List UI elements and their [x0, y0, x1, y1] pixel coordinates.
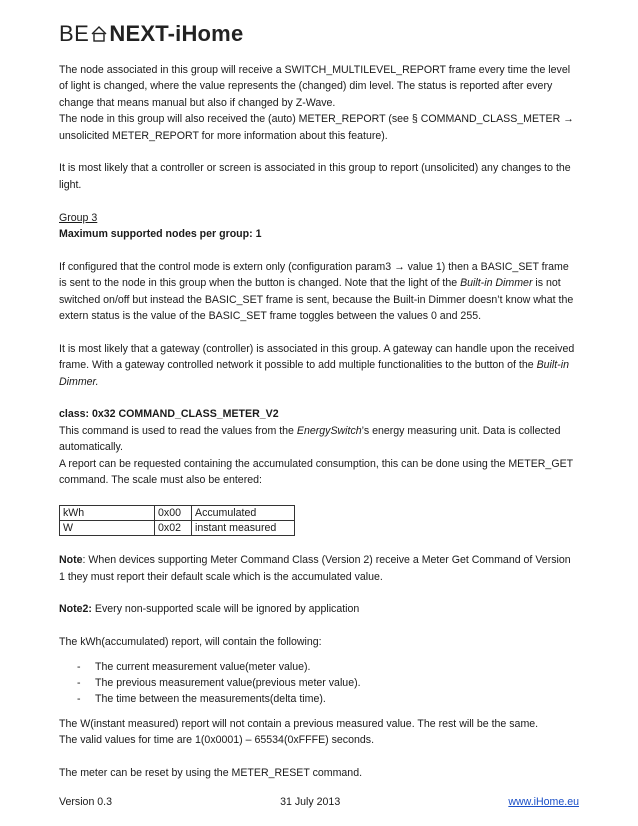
list-item — [59, 659, 579, 675]
group3-paragraph-2 — [59, 341, 579, 390]
intro-paragraph-3: It is most likely that a controller or screen is associated in this group to report (unsolicited) any changes to the light. — [59, 162, 571, 191]
dash-icon: - — [77, 693, 81, 706]
table-cell: kWh — [60, 505, 155, 520]
text-span: If configured that the control mode is extern only (configuration param3 → value 1) then a BASIC_SET frame is sent to the node in this group when the button is changed. Note that the light of the — [59, 260, 569, 290]
w-report-line-2: The valid values for time are 1(0x0001) – 65534(0xFFFE) seconds. — [59, 734, 375, 747]
table-cell: instant measured — [192, 520, 295, 535]
meter-paragraph-2: A report can be requested containing the accumulated consumption, this can be done using the METER_GET command. The scale must also be entered: — [59, 457, 573, 487]
logo-prefix: BE — [59, 21, 90, 46]
italic-span: Built-in Dimmer. — [59, 359, 569, 388]
table-cell: 0x00 — [155, 505, 192, 520]
table-cell: 0x02 — [155, 520, 192, 535]
italic-span: Built-in Dimmer — [460, 277, 533, 290]
list-item — [59, 691, 579, 707]
group3-max-nodes: Maximum supported nodes per group: 1 — [59, 228, 262, 241]
table-cell: W — [60, 520, 155, 535]
footer-date: 31 July 2013 — [280, 796, 341, 808]
table-row — [60, 505, 295, 520]
kwh-intro: The kWh(accumulated) report, will contain the following: — [59, 636, 322, 649]
note-paragraph — [59, 552, 579, 585]
house-icon — [90, 25, 108, 43]
table-cell: Accumulated — [192, 505, 295, 520]
page-footer — [59, 796, 579, 808]
dash-icon: - — [77, 677, 81, 690]
meter-paragraph-1 — [59, 423, 579, 456]
italic-span: EnergySwitch — [296, 424, 362, 437]
note2-label: Note2: — [59, 603, 92, 616]
text-span: This command is used to read the values from the — [59, 424, 297, 437]
list-item-text: The time between the measurements(delta time). — [95, 693, 326, 706]
scale-table — [59, 505, 295, 536]
footer-version: Version 0.3 — [59, 796, 113, 808]
list-item-text: The current measurement value(meter value). — [95, 660, 311, 673]
meter-heading: class: 0x32 COMMAND_CLASS_METER_V2 — [59, 408, 279, 421]
note2-text: Every non-supported scale will be ignored by application — [91, 603, 360, 616]
note-text: : When devices supporting Meter Command Class (Version 2) receive a Meter Get Command of Version 1 they must report their default scale which is the accumulated value. — [59, 554, 571, 583]
list-item — [59, 675, 579, 691]
report-contents-list — [59, 659, 579, 708]
document-body — [59, 62, 579, 782]
table-row — [60, 520, 295, 535]
group3-heading: Group 3 — [59, 211, 98, 224]
list-item-text: The previous measurement value(previous meter value). — [95, 677, 361, 690]
text-span: ’s energy measuring unit. Data is collected automatically. — [59, 424, 561, 454]
group3-paragraph-1 — [59, 259, 579, 325]
brand-logo — [59, 20, 243, 48]
intro-paragraph-2: The node in this group will also received the (auto) METER_REPORT (see § COMMAND_CLASS_METER → unsolicited METER_REPORT for more information about this feature). — [59, 113, 574, 142]
meter-reset-line: The meter can be reset by using the METER_RESET command. — [59, 767, 363, 780]
intro-paragraph-1: The node associated in this group will receive a SWITCH_MULTILEVEL_REPORT frame every time the level of light is changed, where the value represents the (changed) dim level. The status is reported after every change that means manual but also if changed by Z-Wave. — [59, 64, 571, 109]
note2-paragraph — [59, 601, 579, 617]
dash-icon: - — [77, 660, 81, 673]
logo-main: NEXT-iHome — [109, 21, 244, 46]
text-span: is not switched on/off but instead the BASIC_SET frame is sent, because the Built-in Dimmer doesn’t know what the extern status is the value of the BASIC_SET frame toggles between the values 0 and 255. — [59, 277, 574, 323]
text-span: It is most likely that a gateway (controller) is associated in this group. A gateway can handle upon the received frame. With a gateway controlled network it possible to add multiple functionalities to the button of the — [59, 342, 575, 372]
footer-website-link[interactable]: www.iHome.eu — [508, 796, 579, 808]
note-label: Note — [59, 554, 83, 567]
w-report-line-1: The W(instant measured) report will not contain a previous measured value. The rest will be the same. — [59, 717, 539, 730]
